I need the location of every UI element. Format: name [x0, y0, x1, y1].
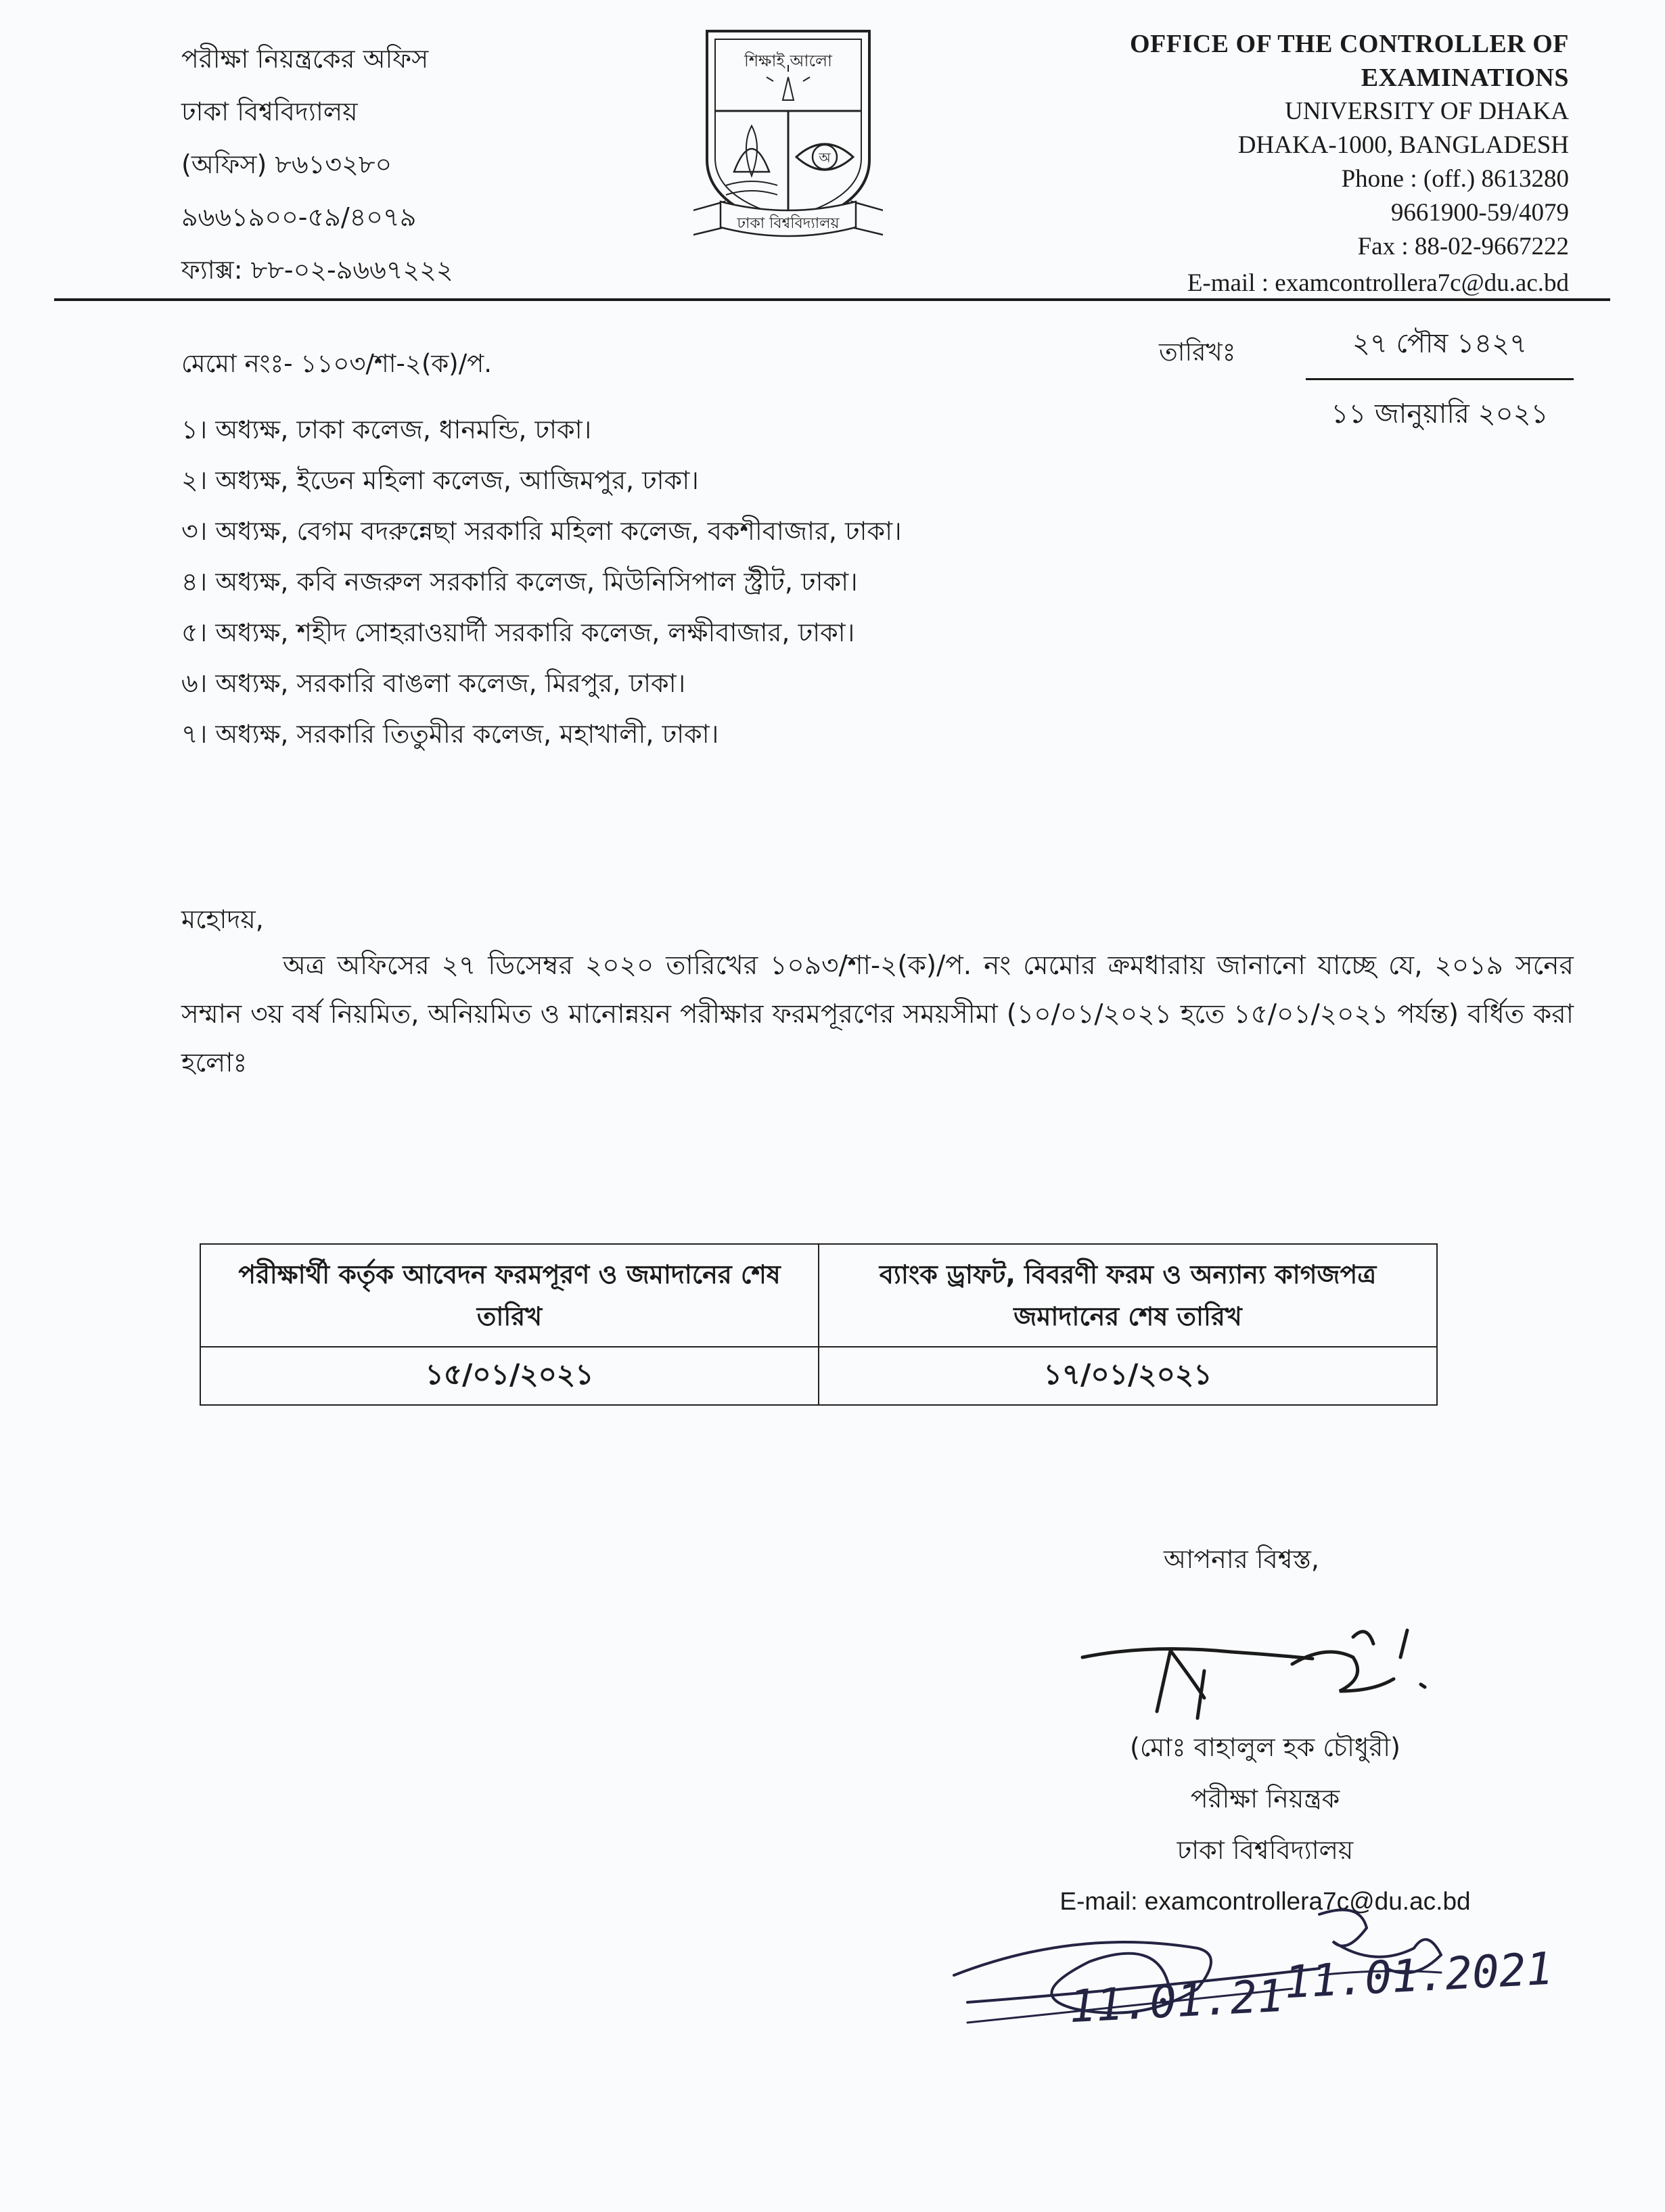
table-row [200, 1347, 1437, 1405]
header-email: E-mail : examcontrollera7c@du.ac.bd [1187, 269, 1569, 297]
header-divider [54, 298, 1610, 301]
header-right-line: Phone : (off.) 8613280 [1341, 165, 1569, 193]
signatory-name: (মোঃ বাহালুল হক চৌধুরী) [1130, 1732, 1400, 1762]
header-left-line: ঢাকা বিশ্ববিদ্যালয় [181, 97, 358, 126]
header-left-contact [181, 32, 453, 296]
header-right-contact [1130, 27, 1569, 300]
closing-yours: আপনার বিশ্বস্ত, [1164, 1544, 1319, 1574]
table-cell: ১৭/০১/২০২১ [819, 1347, 1437, 1405]
body-paragraph: অত্র অফিসের ২৭ ডিসেম্বর ২০২০ তারিখের ১০৯৩/শা-২(ক)/প. নং মেমোর ক্রমধারায় জানানো যাচ্ছে যে, ২০১৯ সনের সম্মান ৩য় বর্ষ নিয়মিত, অনিয়মিত ও মানোন্নয়ন পরীক্ষার ফরমপূরণের সময়সীমা (১০/০১/২০২১ হতে ১৫/০১/২০২১ পর্যন্ত) বর্ধিত করা হলোঃ [181, 950, 1574, 1078]
university-seal-logo [693, 24, 883, 241]
header-right-line: DHAKA-1000, BANGLADESH [1237, 131, 1569, 159]
office-title: OFFICE OF THE CONTROLLER OF [1129, 30, 1569, 58]
header-left-line: পরীক্ষা নিয়ন্ত্রকের অফিস [181, 44, 429, 74]
header-right-line: Fax : 88-02-9667222 [1357, 233, 1569, 260]
memo-date [1306, 318, 1574, 438]
controller-signature [1069, 1617, 1488, 1738]
office-title-cont: EXAMINATIONS [1361, 64, 1569, 92]
header-right-line: UNIVERSITY OF DHAKA [1284, 97, 1569, 125]
signatory-email: E-mail: examcontrollera7c@du.ac.bd [1059, 1887, 1471, 1915]
salutation: মহোদয়, [181, 904, 264, 934]
memo-number: মেমো নংঃ- ১১০৩/শা-২(ক)/প. [181, 349, 493, 378]
date-bangla: ২৭ পৌষ ১৪২৭ [1306, 318, 1574, 380]
signatory-designation: পরীক্ষা নিয়ন্ত্রক [1190, 1784, 1340, 1814]
date-english: ১১ জানুয়ারি ২০২১ [1331, 398, 1549, 430]
seal-motto-text: শিক্ষাই আলো [744, 51, 833, 70]
table-header-cell: ব্যাংক ড্রাফট, বিবরণী ফরম ও অন্যান্য কাগজপত্র জমাদানের শেষ তারিখ [819, 1244, 1437, 1347]
table-header-cell: পরীক্ষার্থী কর্তৃক আবেদন ফরমপূরণ ও জমাদানের শেষ তারিখ [200, 1244, 819, 1347]
seal-ribbon-text: ঢাকা বিশ্ববিদ্যালয় [737, 215, 840, 232]
recipient-item: ৬। অধ্যক্ষ, সরকারি বাঙলা কলেজ, মিরপুর, ঢাকা। [181, 668, 686, 698]
signatory-institution: ঢাকা বিশ্ববিদ্যালয় [1177, 1835, 1354, 1865]
recipient-item: ৭। অধ্যক্ষ, সরকারি তিতুমীর কলেজ, মহাখালী, ঢাকা। [181, 719, 719, 749]
recipient-item: ১। অধ্যক্ষ, ঢাকা কলেজ, ধানমন্ডি, ঢাকা। [181, 415, 592, 444]
table-cell: ১৫/০১/২০২১ [200, 1347, 819, 1405]
recipient-item: ৪। অধ্যক্ষ, কবি নজরুল সরকারি কলেজ, মিউনিসিপাল স্ট্রীট, ঢাকা। [181, 567, 858, 597]
date-label: তারিখঃ [1159, 338, 1236, 367]
header-left-line: ফ্যাক্স: ৮৮-০২-৯৬৬৭২২২ [181, 255, 453, 285]
seal-eye-letter: অ [819, 149, 831, 166]
header-left-line: (অফিস) ৮৬১৩২৮০ [181, 149, 392, 179]
recipient-item: ৩। অধ্যক্ষ, বেগম বদরুন্নেছা সরকারি মহিলা কলেজ, বকশীবাজার, ঢাকা। [181, 516, 902, 546]
handwritten-initials [940, 1887, 1536, 2171]
handwritten-date-1: 11.01.21 [1068, 1969, 1285, 2033]
recipient-list [181, 405, 902, 760]
header-left-line: ৯৬৬১৯০০-৫৯/৪০৭৯ [181, 202, 417, 232]
deadline-table [200, 1243, 1438, 1406]
recipient-item: ৫। অধ্যক্ষ, শহীদ সোহরাওয়ার্দী সরকারি কলেজ, লক্ষীবাজার, ঢাকা। [181, 618, 855, 647]
header-right-line: 9661900-59/4079 [1390, 199, 1569, 227]
handwritten-date-2: 11.01.2021 [1283, 1942, 1555, 2009]
table-header-row [200, 1244, 1437, 1347]
recipient-item: ২। অধ্যক্ষ, ইডেন মহিলা কলেজ, আজিমপুর, ঢাকা। [181, 465, 699, 495]
